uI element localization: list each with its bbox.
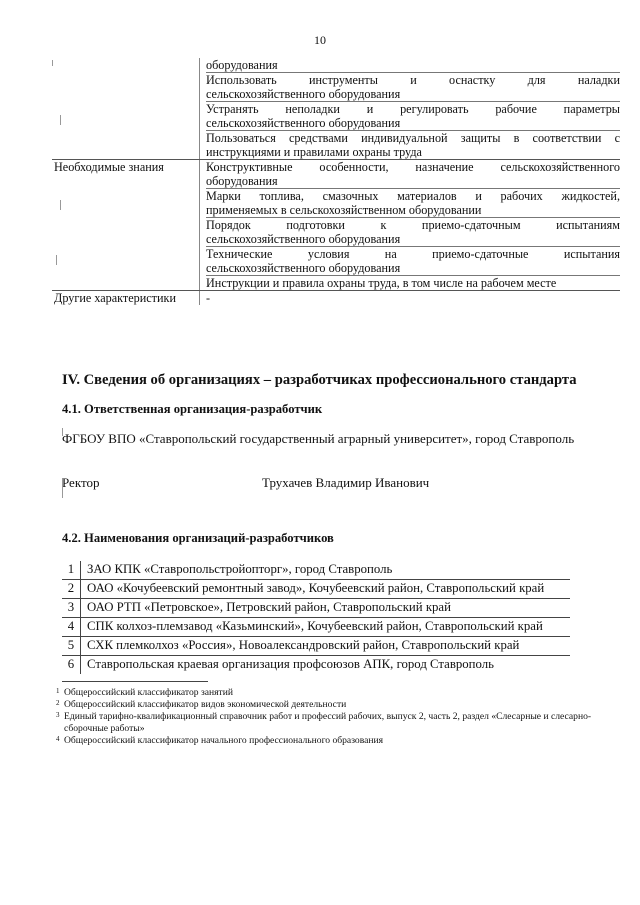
competency-table — [52, 58, 620, 305]
footnote-text: Единый тарифно-квалификационный справочник работ и профессий рабочих, выпуск 2, часть 2, раздел «Слесарные и слесарно-сборочные работы» — [64, 711, 592, 734]
section-title: IV. Сведения об организациях – разработчиках профессионального стандарта — [62, 372, 577, 388]
competency-item-line: Инструкции и правила охраны труда, в том числе на рабочем месте — [206, 276, 557, 290]
scan-mark — [60, 115, 61, 125]
developer-number: 3 — [62, 599, 81, 617]
scan-mark — [56, 255, 57, 265]
competency-item-line: сельскохозяйственного оборудования — [206, 261, 401, 275]
scan-mark — [62, 478, 63, 498]
scan-mark — [52, 60, 53, 66]
developer-name: ОАО РТП «Петровское», Петровский район, Ставропольский край — [87, 600, 451, 614]
page-number: 10 — [314, 33, 326, 47]
competency-items — [199, 291, 620, 305]
footnote-marker: 3 — [56, 711, 60, 719]
competency-item-line: оборудования — [206, 58, 278, 72]
developer-row — [62, 656, 570, 674]
competency-item — [206, 218, 620, 247]
developer-name: ЗАО КПК «Ставропольстройопторг», город Ставрополь — [87, 562, 393, 576]
developer-number: 5 — [62, 637, 81, 655]
developer-row — [62, 580, 570, 599]
competency-item-line: - — [206, 291, 211, 305]
competency-items — [199, 58, 620, 159]
developer-row — [62, 599, 570, 618]
rector-name: Трухачев Владимир Иванович — [262, 475, 430, 490]
developer-row — [62, 561, 570, 580]
competency-item-line: применяемых в сельскохозяйственном оборудовании — [206, 203, 482, 217]
competency-item — [206, 291, 620, 305]
competency-item-line: сельскохозяйственного оборудования — [206, 116, 401, 130]
subsection-4-2-title: 4.2. Наименования организаций-разработчиков — [62, 531, 334, 545]
developer-name: СПК колхоз-племзавод «Казьминский», Кочубеевский район, Ставропольский край — [87, 619, 543, 633]
footnote-marker: 4 — [56, 735, 60, 743]
competency-row-label — [52, 58, 199, 159]
footnote-text: Общероссийский классификатор видов экономической деятельности — [64, 699, 347, 710]
competency-item-line: сельскохозяйственного оборудования — [206, 232, 401, 246]
developer-row — [62, 637, 570, 656]
footnote-marker: 2 — [56, 699, 60, 707]
competency-row — [52, 160, 620, 291]
footnote — [56, 699, 616, 711]
competency-item — [206, 58, 620, 73]
competency-row-label: Другие характеристики — [54, 291, 176, 305]
competency-item-line: Использовать инструменты и оснастку для наладки — [206, 73, 620, 87]
competency-item-line: Технические условия на приемо-сдаточные испытания — [206, 247, 620, 261]
competency-item-line: Устранять неполадки и регулировать рабочие параметры — [206, 102, 620, 116]
competency-item — [206, 160, 620, 189]
competency-item-line: сельскохозяйственного оборудования — [206, 87, 401, 101]
footnote-rule — [62, 681, 208, 682]
competency-row — [52, 291, 620, 305]
competency-item — [206, 247, 620, 276]
competency-item — [206, 189, 620, 218]
developer-number: 1 — [62, 561, 81, 579]
developer-row — [62, 618, 570, 637]
competency-item — [206, 73, 620, 102]
footnote-text: Общероссийский классификатор начального профессионального образования — [64, 735, 384, 746]
subsection-4-1-title: 4.1. Ответственная организация-разработчик — [62, 402, 323, 416]
competency-item-line: Пользоваться средствами индивидуальной защиты в соответствии с — [206, 131, 620, 145]
competency-row — [52, 58, 620, 160]
developer-number: 4 — [62, 618, 81, 636]
competency-row-label: Необходимые знания — [54, 160, 164, 174]
footnote-marker: 1 — [56, 687, 60, 695]
competency-item-line: инструкциями и правилами охраны труда — [206, 145, 422, 159]
footnote — [56, 735, 616, 747]
competency-item-line: оборудования — [206, 174, 278, 188]
developer-name: ОАО «Кочубеевский ремонтный завод», Кочубеевский район, Ставропольский край — [87, 581, 545, 595]
rector-label: Ректор — [62, 475, 100, 490]
developers-table — [62, 561, 570, 674]
scan-mark — [60, 200, 61, 210]
responsible-organization: ФГБОУ ВПО «Ставропольский государственный аграрный университет», город Ставрополь — [62, 431, 575, 446]
developer-number: 6 — [62, 656, 81, 674]
footnote — [56, 711, 616, 735]
footnotes — [56, 687, 616, 747]
footnote — [56, 687, 616, 699]
competency-item — [206, 131, 620, 159]
competency-item-line: Марки топлива, смазочных материалов и рабочих жидкостей, — [206, 189, 620, 203]
competency-item-line: Порядок подготовки к приемо-сдаточным испытаниям — [206, 218, 620, 232]
developer-name: СХК племколхоз «Россия», Новоалександровский район, Ставропольский край — [87, 638, 520, 652]
scan-mark — [62, 428, 63, 436]
competency-item — [206, 276, 620, 290]
footnote-text: Общероссийский классификатор занятий — [64, 687, 234, 698]
competency-items — [199, 160, 620, 290]
competency-item — [206, 102, 620, 131]
competency-item-line: Конструктивные особенности, назначение сельскохозяйственного — [206, 160, 620, 174]
developer-name: Ставропольская краевая организация профсоюзов АПК, город Ставрополь — [87, 657, 494, 671]
developer-number: 2 — [62, 580, 81, 598]
